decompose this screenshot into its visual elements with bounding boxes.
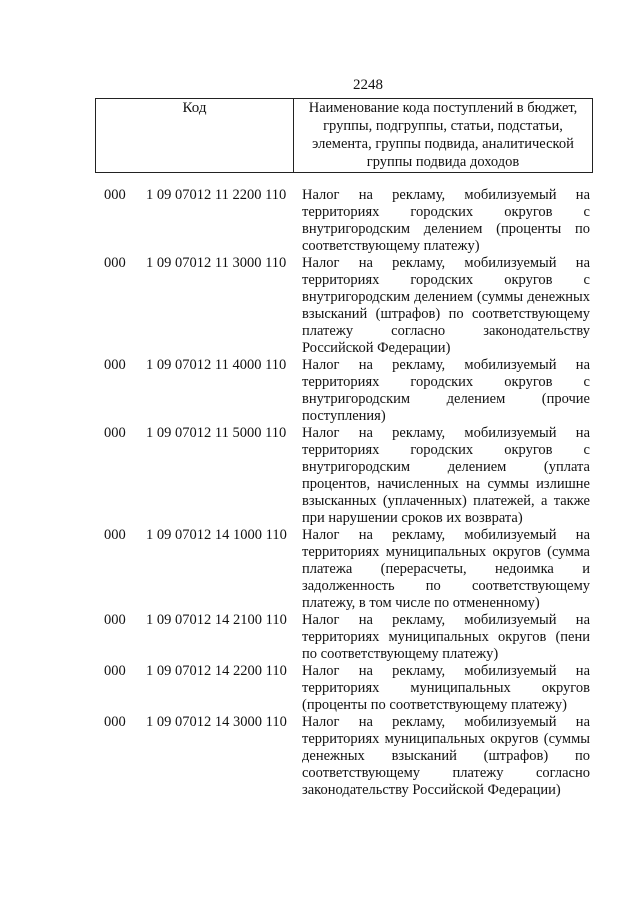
table-body bbox=[0, 187, 640, 799]
row-income-name: Налог на рекламу, мобилизуемый на территориях муниципальных округов (проценты по соответствующему платежу) bbox=[302, 663, 590, 713]
table-row bbox=[0, 357, 640, 425]
page-number: 2248 bbox=[353, 77, 383, 93]
row-admin-code: 000 bbox=[104, 714, 126, 730]
table-row bbox=[0, 714, 640, 799]
header-name-label: Наименование кода поступлений в бюджет, группы, подгруппы, статьи, подстатьи, элемента, группы подвида, аналитической группы подвида доходов bbox=[308, 100, 578, 170]
table-header bbox=[95, 98, 593, 173]
row-admin-code: 000 bbox=[104, 663, 126, 679]
row-income-name: Налог на рекламу, мобилизуемый на территориях городских округов с внутригородским делением (прочие поступления) bbox=[302, 357, 590, 424]
header-code-label: Код bbox=[96, 99, 294, 172]
table-row bbox=[0, 527, 640, 612]
row-income-code: 1 09 07012 14 2100 110 bbox=[146, 612, 287, 628]
table-row bbox=[0, 425, 640, 527]
row-income-code: 1 09 07012 14 2200 110 bbox=[146, 663, 287, 679]
row-income-code: 1 09 07012 11 2200 110 bbox=[146, 187, 287, 203]
row-income-name: Налог на рекламу, мобилизуемый на территориях муниципальных округов (суммы денежных взысканий (штрафов) по соответствующему платежу согласно законодательству Российской Федерации) bbox=[302, 714, 590, 798]
table-row bbox=[0, 612, 640, 663]
row-income-code: 1 09 07012 14 3000 110 bbox=[146, 714, 287, 730]
row-admin-code: 000 bbox=[104, 527, 126, 543]
row-income-code: 1 09 07012 14 1000 110 bbox=[146, 527, 287, 543]
row-income-name: Налог на рекламу, мобилизуемый на территориях городских округов с внутригородским делением (суммы денежных взысканий (штрафов) по соответствующему платежу согласно законодательству Российской Федерации) bbox=[302, 255, 590, 356]
table-row bbox=[0, 255, 640, 357]
row-admin-code: 000 bbox=[104, 357, 126, 373]
row-admin-code: 000 bbox=[104, 612, 126, 628]
row-income-name: Налог на рекламу, мобилизуемый на территориях городских округов с внутригородским делением (уплата процентов, начисленных на суммы излишне взысканных (уплаченных) платежей, а также при нарушении сроков их возврата) bbox=[302, 425, 590, 526]
table-row bbox=[0, 663, 640, 714]
row-income-name: Налог на рекламу, мобилизуемый на территориях муниципальных округов (сумма платежа (перерасчеты, недоимка и задолженность по соответствующему платежу, в том числе по отмененному) bbox=[302, 527, 590, 611]
row-admin-code: 000 bbox=[104, 187, 126, 203]
table-row bbox=[0, 187, 640, 255]
row-admin-code: 000 bbox=[104, 425, 126, 441]
row-income-name: Налог на рекламу, мобилизуемый на территориях городских округов с внутригородским делением (проценты по соответствующему платежу) bbox=[302, 187, 590, 254]
row-admin-code: 000 bbox=[104, 255, 126, 271]
row-income-code: 1 09 07012 11 4000 110 bbox=[146, 357, 287, 373]
row-income-code: 1 09 07012 11 3000 110 bbox=[146, 255, 287, 271]
row-income-code: 1 09 07012 11 5000 110 bbox=[146, 425, 287, 441]
row-income-name: Налог на рекламу, мобилизуемый на территориях муниципальных округов (пени по соответствующему платежу) bbox=[302, 612, 590, 662]
